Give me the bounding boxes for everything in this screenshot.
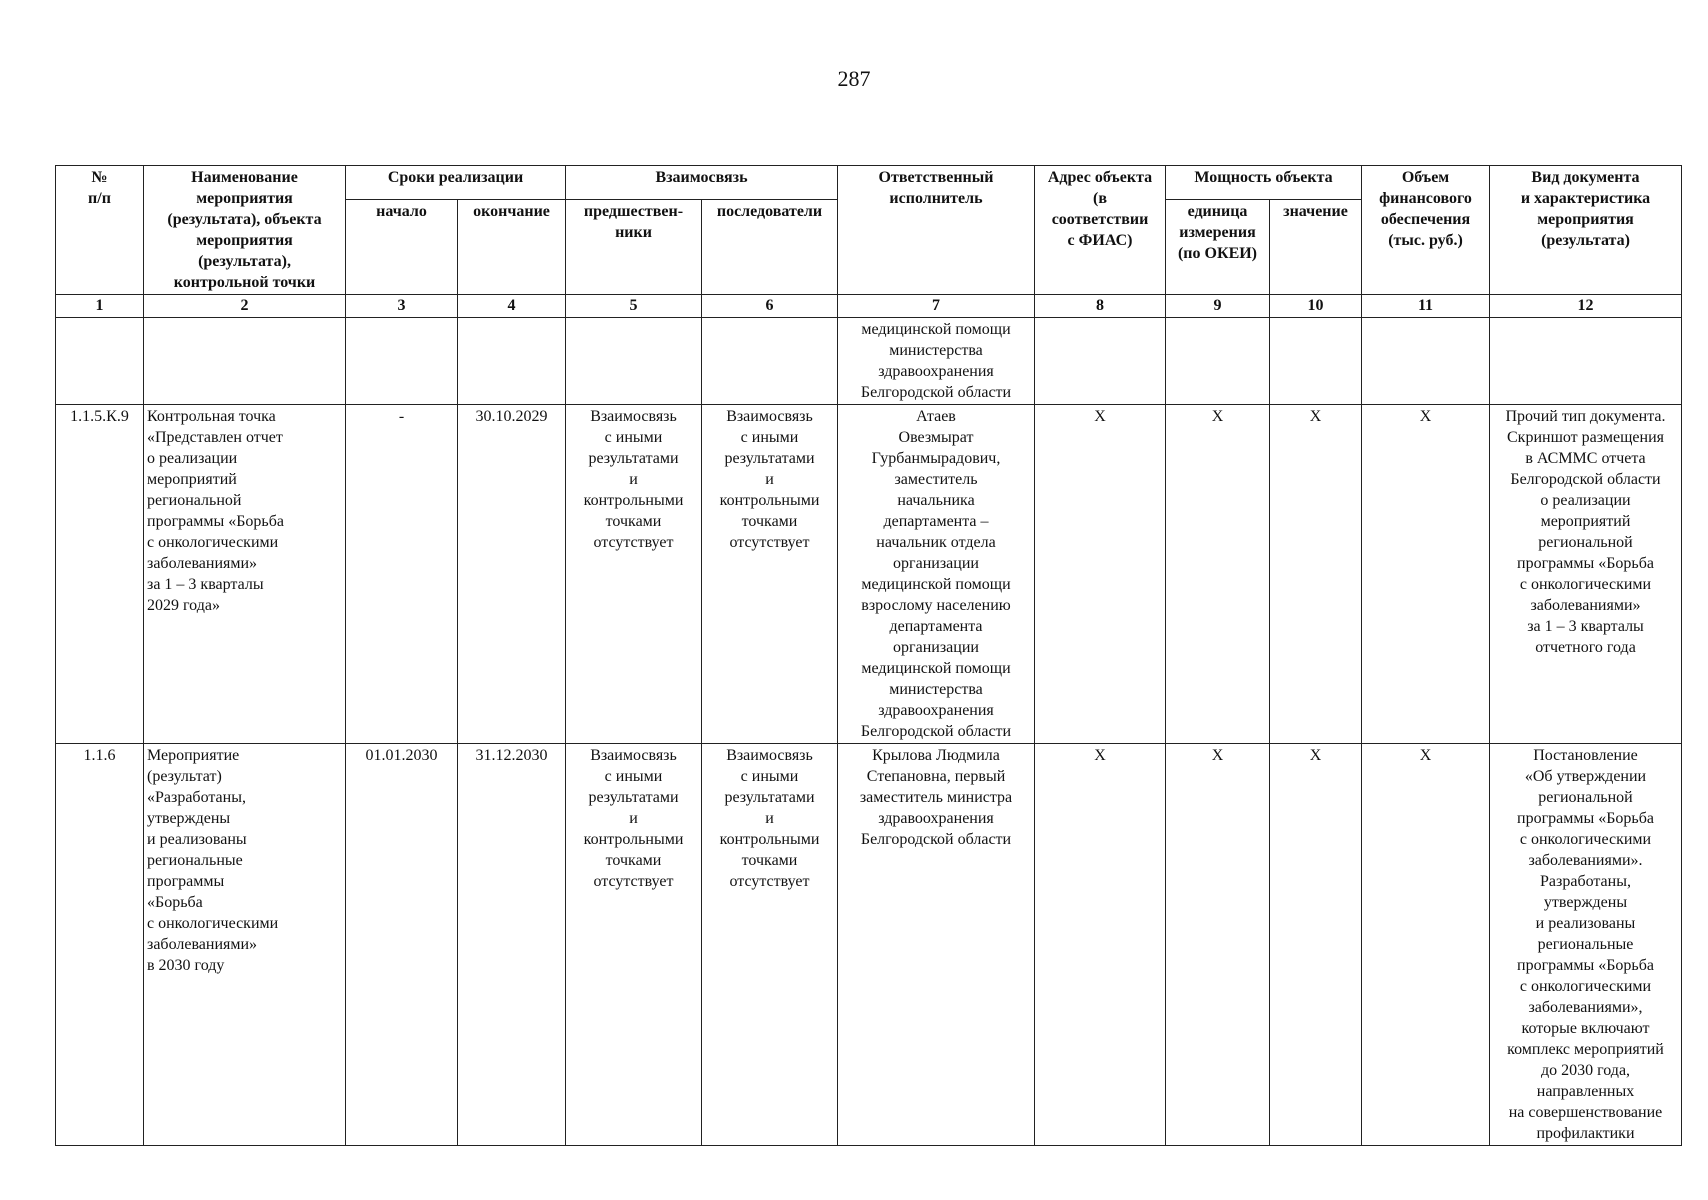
header-link-next: последователи (702, 200, 838, 295)
column-number: 1 (56, 295, 144, 318)
cell-start: - (346, 405, 458, 744)
column-number: 7 (838, 295, 1035, 318)
cell-name: Контрольная точка «Представлен отчет о реализации мероприятий региональной программы «Борьба с онкологическими заболеваниями» за 1 – 3 кварталы 2029 года» (144, 405, 346, 744)
header-name: Наименование мероприятия (результата), объекта мероприятия (результата), контрольной точки (144, 166, 346, 295)
header-row-1 (56, 166, 1682, 200)
cell-value: X (1270, 405, 1362, 744)
cell-responsible: медицинской помощи министерства здравоохранения Белгородской области (838, 318, 1035, 405)
column-number: 11 (1362, 295, 1490, 318)
cell-num (56, 318, 144, 405)
cell-address (1035, 318, 1166, 405)
column-number: 2 (144, 295, 346, 318)
cell-finance: X (1362, 405, 1490, 744)
cell-responsible: Крылова Людмила Степановна, первый заместитель министра здравоохранения Белгородской области (838, 744, 1035, 1146)
cell-doc: Постановление «Об утверждении региональной программы «Борьба с онкологическими заболеваниями». Разработаны, утверждены и реализованы региональные программы «Борьба с онкологическими заболеваниями», которые включают комплекс мероприятий до 2030 года, направленных на совершенствование профилактики (1490, 744, 1682, 1146)
cell-next: Взаимосвязь с иными результатами и контрольными точками отсутствует (702, 405, 838, 744)
header-period-end: окончание (458, 200, 566, 295)
cell-name: Мероприятие (результат) «Разработаны, утверждены и реализованы региональные программы «Борьба с онкологическими заболеваниями» в 2030 году (144, 744, 346, 1146)
cell-address: X (1035, 405, 1166, 744)
header-capacity: Мощность объекта (1166, 166, 1362, 200)
cell-finance (1362, 318, 1490, 405)
header-num: № п/п (56, 166, 144, 295)
cell-num: 1.1.5.К.9 (56, 405, 144, 744)
column-number: 6 (702, 295, 838, 318)
cell-prev: Взаимосвязь с иными результатами и контрольными точками отсутствует (566, 744, 702, 1146)
header-period: Сроки реализации (346, 166, 566, 200)
header-capacity-value: значение (1270, 200, 1362, 295)
table-row (56, 405, 1682, 744)
cell-prev (566, 318, 702, 405)
column-number-row (56, 295, 1682, 318)
table-row (56, 318, 1682, 405)
cell-doc: Прочий тип документа. Скриншот размещения в АСММС отчета Белгородской области о реализации мероприятий региональной программы «Борьба с онкологическими заболеваниями» за 1 – 3 кварталы отчетного года (1490, 405, 1682, 744)
cell-end: 30.10.2029 (458, 405, 566, 744)
cell-unit (1166, 318, 1270, 405)
cell-finance: X (1362, 744, 1490, 1146)
header-capacity-unit: единица измерения (по ОКЕИ) (1166, 200, 1270, 295)
column-number: 10 (1270, 295, 1362, 318)
cell-unit: X (1166, 405, 1270, 744)
table-row (56, 744, 1682, 1146)
cell-value (1270, 318, 1362, 405)
cell-prev: Взаимосвязь с иными результатами и контрольными точками отсутствует (566, 405, 702, 744)
column-number: 12 (1490, 295, 1682, 318)
column-number: 9 (1166, 295, 1270, 318)
page-number: 287 (837, 66, 871, 91)
cell-next: Взаимосвязь с иными результатами и контрольными точками отсутствует (702, 744, 838, 1146)
cell-name (144, 318, 346, 405)
cell-responsible: Атаев Овезмырат Гурбанмырадович, заместитель начальника департамента – начальник отдела организации медицинской помощи взрослому населению департамента организации медицинской помощи министерства здравоохранения Белгородской области (838, 405, 1035, 744)
cell-address: X (1035, 744, 1166, 1146)
column-number: 3 (346, 295, 458, 318)
column-number: 4 (458, 295, 566, 318)
cell-end: 31.12.2030 (458, 744, 566, 1146)
cell-unit: X (1166, 744, 1270, 1146)
cell-doc (1490, 318, 1682, 405)
header-responsible: Ответственный исполнитель (838, 166, 1035, 295)
header-address: Адрес объекта (в соответствии с ФИАС) (1035, 166, 1166, 295)
header-finance: Объем финансового обеспечения (тыс. руб.) (1362, 166, 1490, 295)
cell-end (458, 318, 566, 405)
header-period-start: начало (346, 200, 458, 295)
header-doc: Вид документа и характеристика мероприятия (результата) (1490, 166, 1682, 295)
column-number: 5 (566, 295, 702, 318)
cell-next (702, 318, 838, 405)
column-number: 8 (1035, 295, 1166, 318)
cell-start: 01.01.2030 (346, 744, 458, 1146)
header-link: Взаимосвязь (566, 166, 838, 200)
cell-num: 1.1.6 (56, 744, 144, 1146)
cell-start (346, 318, 458, 405)
plan-table (55, 165, 1682, 1146)
header-link-prev: предшествен- ники (566, 200, 702, 295)
cell-value: X (1270, 744, 1362, 1146)
